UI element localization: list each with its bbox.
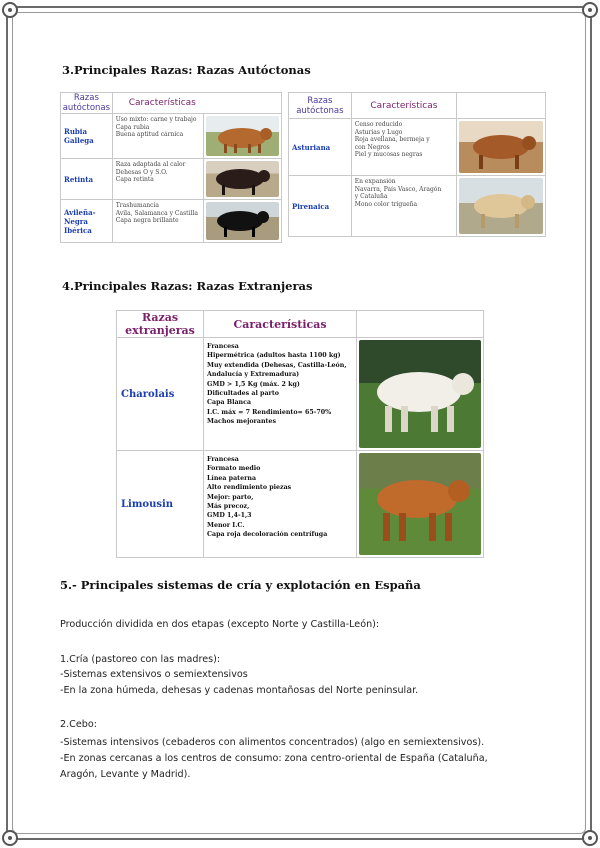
- breed-features: Francesa Formato medio Línea paterna Alto rendimiento piezas Mejor: parto, Más precoz, GMD 1,4-1,3 Menor I.C. Capa roja decoloración centrífuga: [204, 451, 357, 558]
- intro-paragraph: Producción dividida en dos etapas (excepto Norte y Castilla-León):: [60, 619, 380, 630]
- section5-title: 5.- Principales sistemas de cría y explotación en España: [60, 578, 421, 592]
- col-header-features: Características: [351, 93, 456, 119]
- cattle-photo: [204, 159, 282, 200]
- corner-ornament: [2, 2, 18, 18]
- corner-ornament: [582, 830, 598, 846]
- breed-features: Uso mixto: carne y trabajo Capa rubia Buena aptitud cárnica: [112, 114, 203, 159]
- cria-item: -En la zona húmeda, dehesas y cadenas montañosas del Norte peninsular.: [60, 685, 419, 696]
- corner-ornament: [2, 830, 18, 846]
- breed-features: Trashumancia Ávila, Salamanca y Castilla Capa negra brillante: [112, 200, 203, 243]
- col-header-breed: Razas autóctonas: [289, 93, 352, 119]
- breed-name: Charolais: [117, 338, 204, 451]
- breed-features: Francesa Hipermétrica (adultos hasta 1100 kg) Muy extendida (Dehesas, Castilla-León, Andalucía y Extremadura) GMD > 1,5 Kg (máx. 2 kg) Dificultades al parto Capa Blanca I.C. máx = 7 Rendimiento= 65-70% Machos mejorantes: [204, 338, 357, 451]
- cebo-item: -Sistemas intensivos (cebaderos con alimentos concentrados) (algo en semiextensivos).: [60, 737, 485, 748]
- col-header-breed: Razas extranjeras: [117, 311, 204, 338]
- col-header-photo: [357, 311, 484, 338]
- corner-ornament: [582, 2, 598, 18]
- cria-item: -Sistemas extensivos o semiextensivos: [60, 669, 248, 680]
- cattle-photo: [456, 119, 545, 176]
- cattle-photo: [456, 176, 545, 237]
- cebo-item: Aragón, Levante y Madrid).: [60, 769, 191, 780]
- breed-features: Censo reducido Asturias y Lugo Roja avellana, bermeja y con Negros Piel y mucosas negras: [351, 119, 456, 176]
- cebo-title: 2.Cebo:: [60, 719, 97, 730]
- breed-features: Raza adaptada al calor Dehesas O y S.O. Capa retinta: [112, 159, 203, 200]
- col-header-breed: Razas autóctonas: [61, 93, 113, 114]
- breed-name: Limousin: [117, 451, 204, 558]
- native-breeds-table-right: [288, 92, 546, 237]
- breed-name: Retinta: [61, 159, 113, 200]
- cebo-item: -En zonas cercanas a los centros de consumo: zona centro-oriental de España (Cataluña,: [60, 753, 488, 764]
- col-header-features: Características: [204, 311, 357, 338]
- breed-name: Rubia Gallega: [61, 114, 113, 159]
- cattle-photo: [357, 338, 484, 451]
- breed-name: Avileña-Negra Ibérica: [61, 200, 113, 243]
- section3-title: 3.Principales Razas: Razas Autóctonas: [62, 63, 311, 77]
- section4-title: 4.Principales Razas: Razas Extranjeras: [62, 279, 313, 293]
- foreign-breeds-table: [116, 310, 484, 558]
- cattle-photo: [357, 451, 484, 558]
- native-breeds-table-left: [60, 92, 282, 243]
- cattle-photo: [204, 114, 282, 159]
- col-header-photo: [456, 93, 545, 119]
- breed-features: En expansión Navarra, País Vasco, Aragón y Cataluña Mono color trigueña: [351, 176, 456, 237]
- col-header-features: Características: [112, 93, 281, 114]
- breed-name: Asturiana: [289, 119, 352, 176]
- cria-title: 1.Cría (pastoreo con las madres):: [60, 654, 221, 665]
- cattle-photo: [204, 200, 282, 243]
- breed-name: Pirenaica: [289, 176, 352, 237]
